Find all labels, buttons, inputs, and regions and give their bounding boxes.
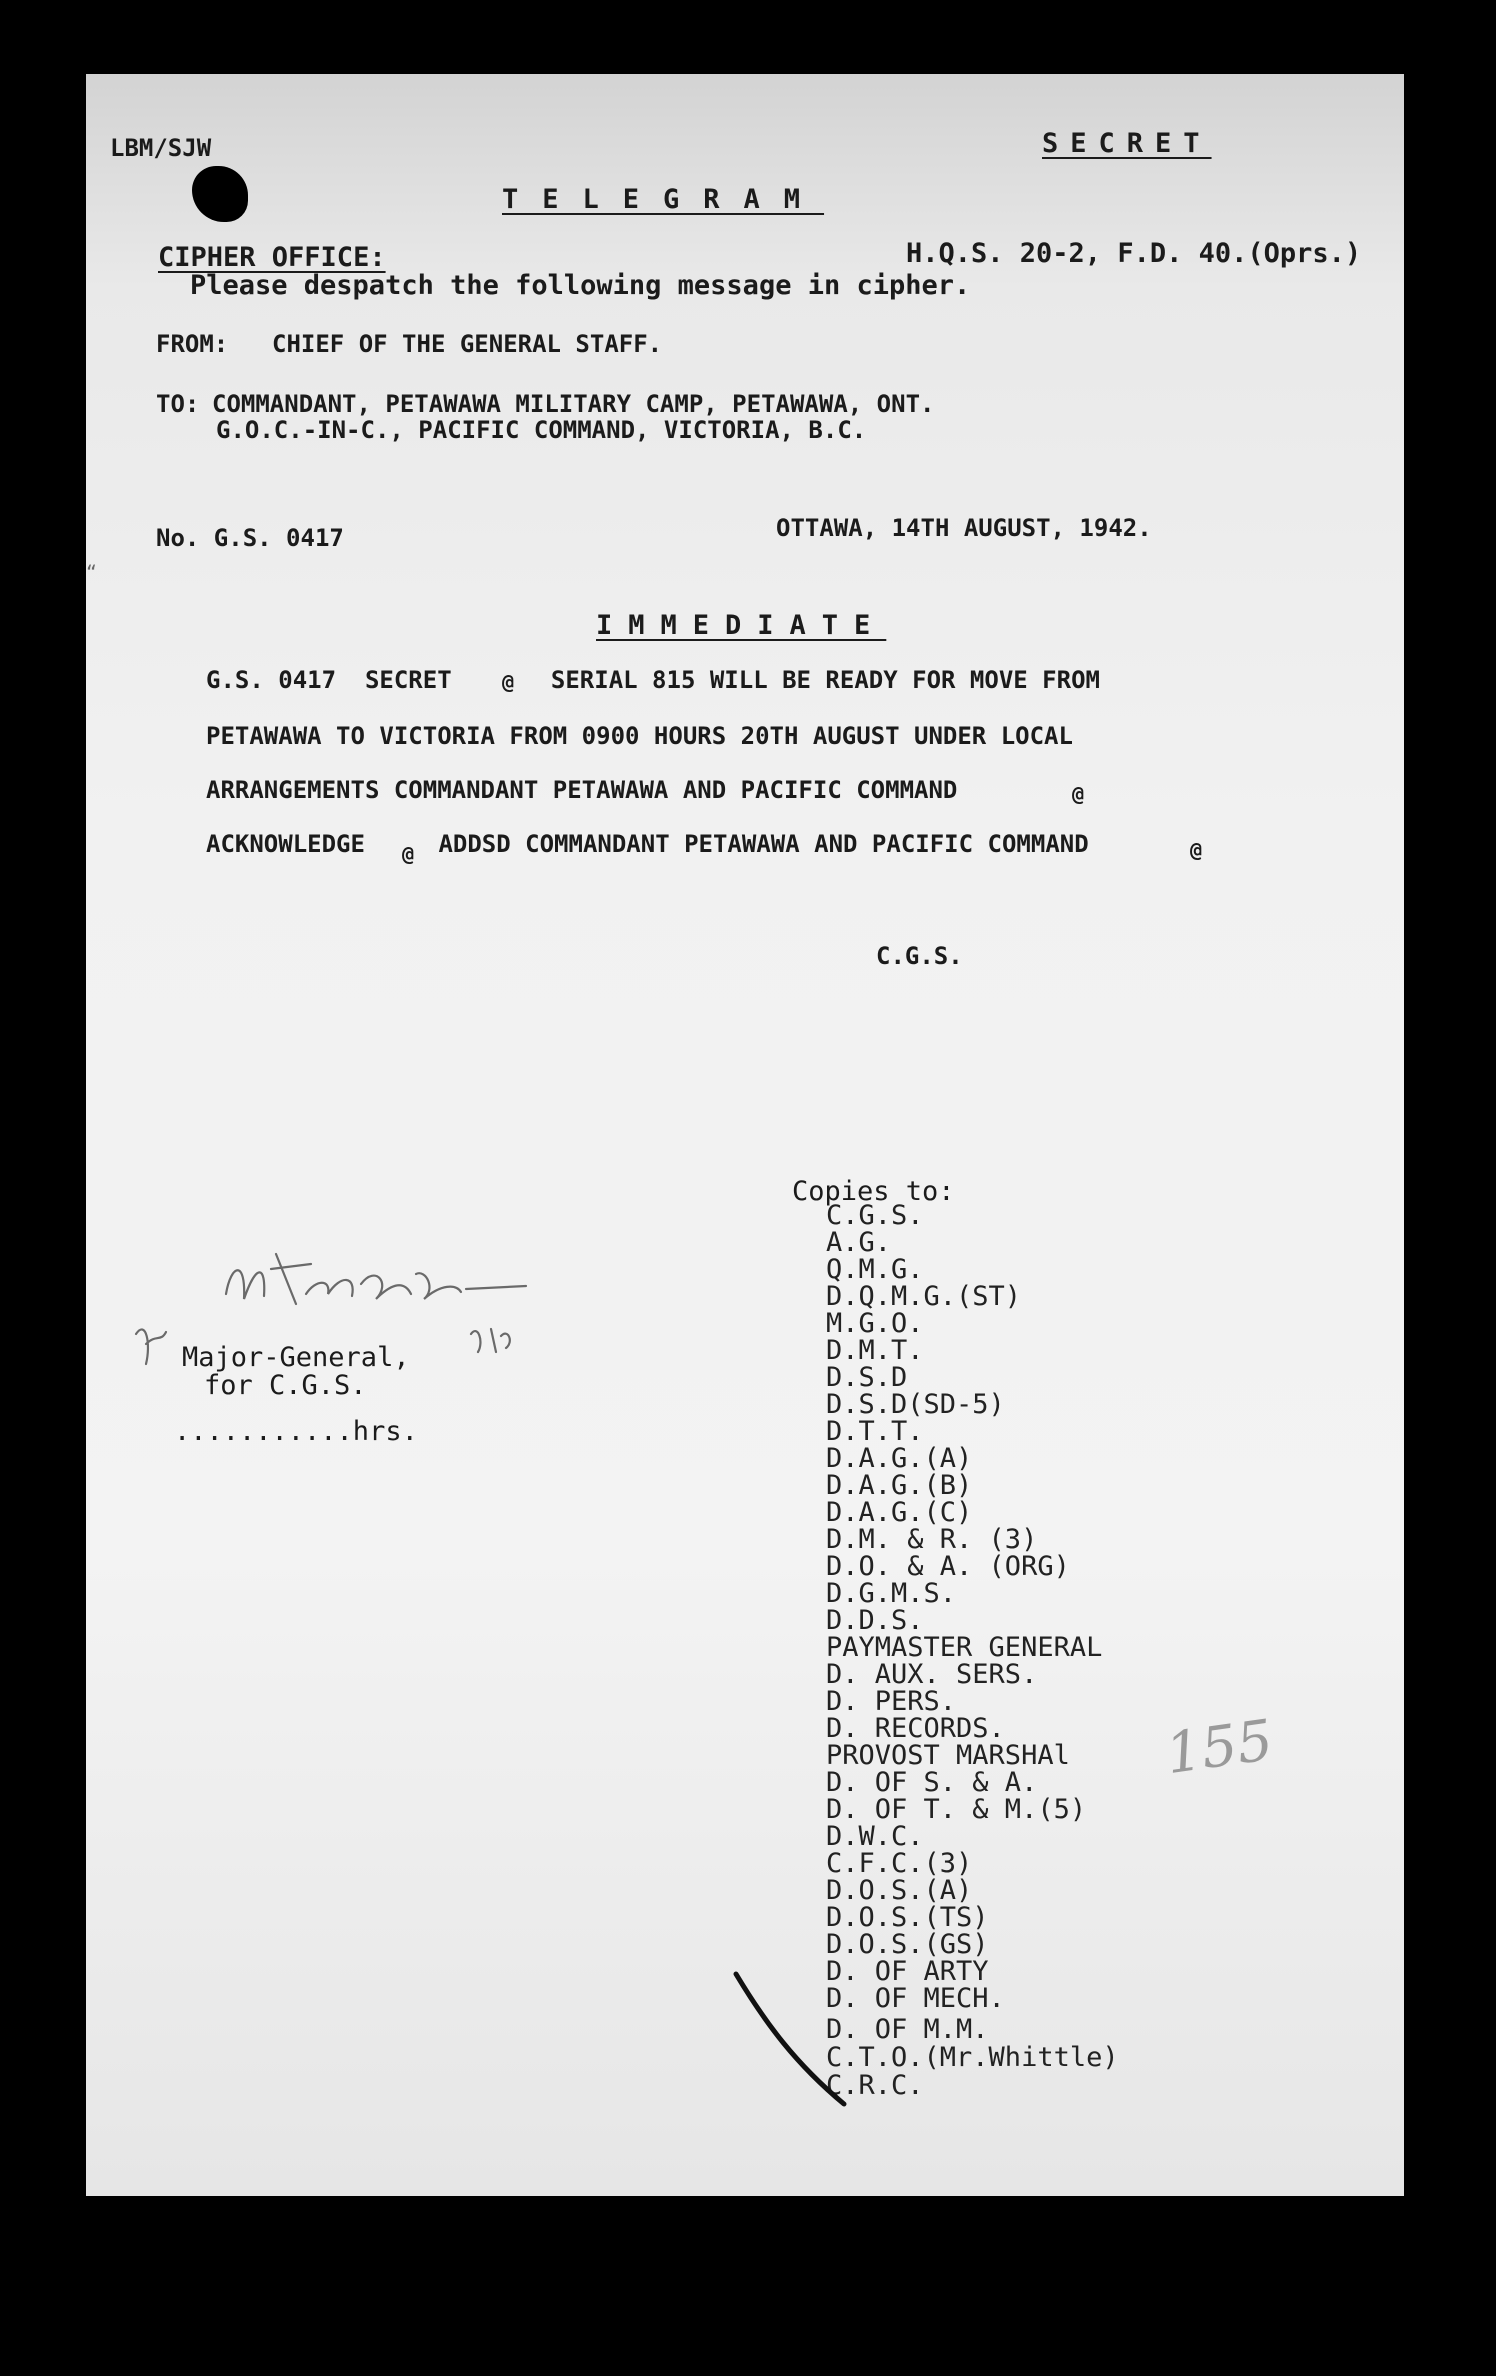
copy-item: D.M. & R. (3): [826, 1524, 1038, 1555]
reference-code: LBM/SJW: [110, 134, 212, 162]
copy-item: D. OF M.M.: [826, 2014, 989, 2045]
margin-note: 155: [1161, 1707, 1277, 1788]
to-line-2: G.O.C.-IN-C., PACIFIC COMMAND, VICTORIA, B.C.: [216, 416, 867, 444]
copy-item: D.M.T.: [826, 1335, 924, 1366]
body-line-2: PETAWAWA TO VICTORIA FROM 0900 HOURS 20TH AUGUST UNDER LOCAL: [206, 722, 1073, 750]
copy-item: D. OF MECH.: [826, 1983, 1005, 2014]
body-line-1a: G.S. 0417 SECRET: [206, 666, 467, 694]
place-date: OTTAWA, 14TH AUGUST, 1942.: [776, 514, 1152, 542]
copy-item: D.A.G.(A): [826, 1443, 973, 1474]
copy-item: C.F.C.(3): [826, 1848, 973, 1879]
telegram-page: [86, 74, 1404, 2196]
body-stop-4: @: [1190, 838, 1203, 862]
copy-item: D.W.C.: [826, 1821, 924, 1852]
to-label: TO:: [156, 390, 200, 418]
ink-blot: [192, 166, 248, 222]
body-line-1b: SERIAL 815 WILL BE READY FOR MOVE FROM: [522, 666, 1100, 694]
copy-item: C.R.C.: [826, 2070, 924, 2101]
handwritten-signature: [106, 1224, 666, 1424]
copy-item: D.O.S.(GS): [826, 1929, 989, 1960]
copy-item: D.O.S.(A): [826, 1875, 973, 1906]
signoff-cgs: C.G.S.: [876, 942, 963, 970]
copy-item: D.A.G.(B): [826, 1470, 973, 1501]
body-line-3: ARRANGEMENTS COMMANDANT PETAWAWA AND PACIFIC COMMAND: [206, 776, 972, 804]
to-line-1: COMMANDANT, PETAWAWA MILITARY CAMP, PETAWAWA, ONT.: [212, 390, 935, 418]
body-line-4b: ADDSD COMMANDANT PETAWAWA AND PACIFIC COMMAND: [424, 830, 1104, 858]
copy-item: D.S.D(SD-5): [826, 1389, 1005, 1420]
copy-item: D.G.M.S.: [826, 1578, 957, 1609]
copy-item: M.G.O.: [826, 1308, 924, 1339]
cipher-office-label: CIPHER OFFICE:: [158, 242, 386, 273]
from-value: CHIEF OF THE GENERAL STAFF.: [272, 330, 663, 358]
signatory-for: for C.G.S.: [204, 1370, 367, 1401]
message-number: No. G.S. 0417: [156, 524, 344, 552]
body-line-4a: ACKNOWLEDGE: [206, 830, 380, 858]
copy-item: D. OF ARTY: [826, 1956, 989, 1987]
body-stop-3: @: [402, 842, 415, 866]
margin-tick: “: [86, 562, 97, 583]
body-stop-2: @: [1072, 782, 1085, 806]
classification-secret: SECRET: [1042, 128, 1212, 159]
copy-item: D.D.S.: [826, 1605, 924, 1636]
copy-item: A.G.: [826, 1227, 892, 1258]
copy-item: D. RECORDS.: [826, 1713, 1005, 1744]
copy-item: D. OF S. & A.: [826, 1767, 1038, 1798]
pencil-check-mark: [726, 1964, 856, 2114]
copy-item: D. PERS.: [826, 1686, 957, 1717]
priority-immediate: IMMEDIATE: [596, 610, 887, 641]
time-hrs: ...........hrs.: [174, 1416, 418, 1447]
copy-item: PAYMASTER GENERAL: [826, 1632, 1103, 1663]
copy-item: D.O.S.(TS): [826, 1902, 989, 1933]
signatory-rank: Major-General,: [182, 1342, 410, 1373]
copy-item: D.O. & A. (ORG): [826, 1551, 1070, 1582]
copy-item: C.G.S.: [826, 1200, 924, 1231]
file-reference: H.Q.S. 20-2, F.D. 40.(Oprs.): [906, 238, 1362, 269]
body-stop-1: @: [502, 670, 515, 694]
copy-item: D.T.T.: [826, 1416, 924, 1447]
copy-item: D.S.D: [826, 1362, 908, 1393]
copy-item: PROVOST MARSHAl: [826, 1740, 1070, 1771]
copy-item: D. OF T. & M.(5): [826, 1794, 1087, 1825]
document-title: TELEGRAM: [502, 184, 825, 215]
from-label: FROM:: [156, 330, 229, 358]
copy-item: C.T.O.(Mr.Whittle): [826, 2042, 1119, 2073]
copies-label: Copies to:: [792, 1176, 955, 1207]
copy-item: D.A.G.(C): [826, 1497, 973, 1528]
copy-item: D. AUX. SERS.: [826, 1659, 1038, 1690]
cipher-instruction: Please despatch the following message in cipher.: [190, 270, 971, 301]
copy-item: D.Q.M.G.(ST): [826, 1281, 1022, 1312]
copy-item: Q.M.G.: [826, 1254, 924, 1285]
